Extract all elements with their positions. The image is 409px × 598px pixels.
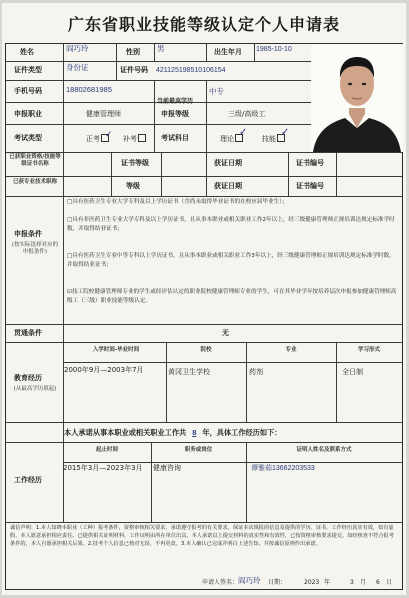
phone-value: 18802681985 xyxy=(66,85,112,94)
apply-conditions-note: (按实际选择对应的申报条件) xyxy=(11,242,59,255)
work-intro: 本人承诺从事本职业或相关职业工作共 8 年，具体工作经历如下： xyxy=(64,428,282,437)
occupation-value: 健康管理师 xyxy=(86,110,121,118)
skill-check: ✓ xyxy=(281,127,290,138)
education-value: 中专 xyxy=(209,87,224,96)
theory-check: ✓ xyxy=(239,127,248,138)
gender-label: 性别 xyxy=(126,48,140,56)
theory-option[interactable]: 理论 xyxy=(220,134,244,144)
edu-form: 全日制 xyxy=(342,368,363,376)
date-label: 日期： xyxy=(268,579,287,586)
work-header-reference: 证明人姓名及联系方式 xyxy=(296,447,352,453)
issue-date-label: 获证日期 xyxy=(214,159,242,167)
edu-history-note: (从最高学历填起) xyxy=(13,386,57,392)
condition-1[interactable]: □具有医药卫生专业大学专科及以上学历证书（含尚未取得毕业证书的在校应届毕业生）； xyxy=(67,199,288,205)
pass-conditions-label: 贯通条件 xyxy=(14,329,42,337)
signature: 阎巧玲 xyxy=(238,576,261,585)
birth-label: 出生年月 xyxy=(214,48,242,56)
application-sheet xyxy=(2,3,406,595)
name-value: 阎巧玲 xyxy=(66,44,89,53)
year-unit: 年 xyxy=(324,579,331,586)
edu-history-label: 教育经历 xyxy=(14,374,42,382)
title-issue-date-label: 获证日期 xyxy=(214,182,242,190)
grade-label: 申报等级 xyxy=(161,110,189,118)
skill-option[interactable]: 技能 xyxy=(262,134,286,144)
title-grade-label: 等级 xyxy=(126,182,140,190)
work-header-period: 起止时间 xyxy=(95,447,118,453)
title-cert-no-label: 证书编号 xyxy=(296,182,324,190)
apply-conditions-label: 申报条件 xyxy=(14,230,42,238)
gender-value: 男 xyxy=(157,44,165,53)
name-label: 姓名 xyxy=(20,48,34,56)
declaration-text: 诚信声明：1.本人知晓本职业（工种）报考条件，资格审核相关要求，承诺遵守报考的有关要求。保证本次填报的信息及提供的学历、证书、工作经历真实有效，如有虚假，本人愿意承担相应责任。已提供相关证明材料，工作证明由所在单位出具。本人承诺以上提交材料的真实性和有效性，已按资格审核要求提交。如经核查不符合报考条件的，本人自愿承担相关后果。2.技考个人信息已核对无误，不再更改。3.本人确认已完成并明白上述告知，并按诚信原则作出承诺。 xyxy=(10,525,394,547)
edu-header-major: 专业 xyxy=(285,347,297,353)
work-years: 8 xyxy=(192,428,197,437)
work-reference: 谭雅茹13662203533 xyxy=(251,465,315,472)
id-type-value: 身份证 xyxy=(66,63,89,72)
edu-period: 2000年9月—2003年7月 xyxy=(64,366,144,374)
id-type-label: 证件类型 xyxy=(14,66,42,74)
sign-day: 6 xyxy=(376,579,380,586)
applicant-photo xyxy=(311,44,403,152)
exam-subject-label: 考试科目 xyxy=(161,134,189,142)
id-no-label: 证件号码 xyxy=(120,66,148,74)
month-unit: 月 xyxy=(360,579,367,586)
work-history-label: 工作经历 xyxy=(14,476,42,484)
phone-label: 手机号码 xyxy=(14,87,42,95)
grade-value: 三级/高级工 xyxy=(228,110,266,118)
cert-obtained-label: 已获职业资格/技能等级证书名称 xyxy=(9,154,61,167)
title-obtained-label: 已获专业技术职称 xyxy=(12,179,57,185)
work-header-position: 职务或岗位 xyxy=(184,447,213,453)
sign-label: 申请人签名： xyxy=(202,579,239,586)
exam-normal-option[interactable]: 正考 xyxy=(86,134,110,144)
edu-header-school: 院校 xyxy=(200,347,212,353)
edu-school: 黄冈卫生学校 xyxy=(168,368,210,376)
edu-header-form: 学习形式 xyxy=(357,347,380,353)
application-form xyxy=(5,43,403,590)
condition-2[interactable]: □具有非医药卫生专业大学专科及以上学历证书，且从事本职业或相关职业工作2年以上，经三级健康管理师正规培训达规定标准学时数，并取得结业证书； xyxy=(67,217,395,232)
birth-value: 1985-10-10 xyxy=(256,46,292,53)
work-position: 健康咨询 xyxy=(153,464,181,472)
cert-grade-label: 证书等级 xyxy=(121,159,149,167)
education-label: 当前最高学历 xyxy=(157,98,194,105)
pass-conditions-value: 无 xyxy=(222,329,229,337)
day-unit: 日 xyxy=(386,579,393,586)
edu-header-period: 入学时间-毕业时间 xyxy=(92,347,140,353)
exam-normal-check: ✓ xyxy=(105,129,113,139)
id-no-value: 421125198510106154 xyxy=(156,67,226,74)
form-title: 广东省职业技能等级认定个人申请表 xyxy=(67,15,340,34)
work-period: 2015年3月—2023年3月 xyxy=(63,464,143,472)
sign-month: 3 xyxy=(350,579,354,586)
condition-4[interactable]: ☑技工院校健康管理师专业的学生或经评估认定的职业院校健康管理师专业的学生，可在其毕业学年按培养层次申报参加健康管理师高级工（三级）职业技能等级认定。 xyxy=(67,289,397,304)
edu-major: 药剂 xyxy=(249,368,263,376)
condition-3[interactable]: □具有医药卫生专业中等专科以上学历证书，且从事本职业或相关职业工作3年以上，经三级健康管理师正规培训达规定标准学时数，并取得结业证书； xyxy=(67,253,395,268)
occupation-label: 申报职业 xyxy=(14,110,42,118)
exam-makeup-option[interactable]: 补考 xyxy=(123,134,147,144)
cert-no-label: 证书编号 xyxy=(296,159,324,167)
sign-year: 2023 xyxy=(304,579,320,586)
exam-type-label: 考试类型 xyxy=(14,134,42,142)
